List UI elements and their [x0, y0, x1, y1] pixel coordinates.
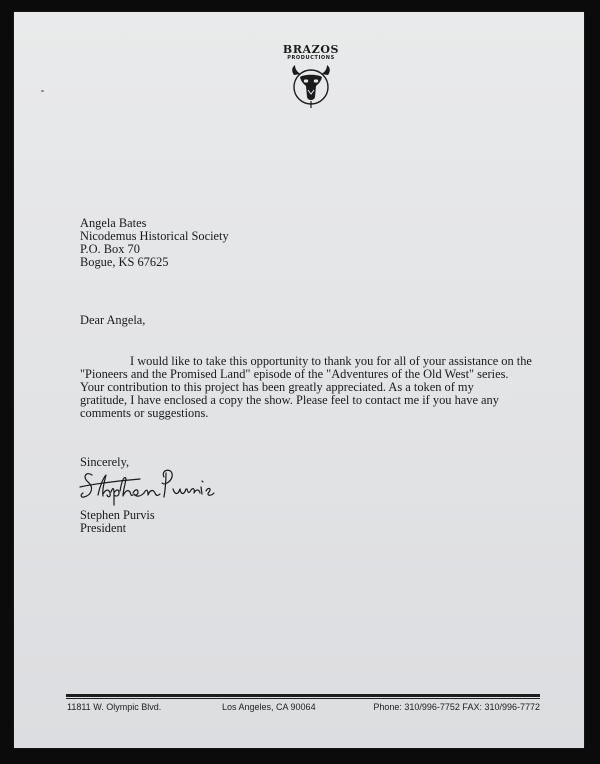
footer-rule [66, 694, 540, 697]
signer-title: President [80, 521, 127, 535]
signer-block [80, 509, 550, 535]
letterhead-name: BRAZOS [282, 43, 340, 56]
salutation: Dear Angela, [80, 313, 146, 327]
footer-address: 11811 W. Olympic Blvd. [67, 702, 162, 712]
footer-rule-thin [66, 698, 540, 699]
letterhead-subtitle: PRODUCTIONS [287, 55, 335, 61]
steer-skull-icon [290, 63, 332, 109]
recipient-city-state-zip: Bogue, KS 67625 [80, 255, 169, 269]
footer-contact: Phone: 310/996-7752 FAX: 310/996-7772 [373, 702, 540, 712]
recipient-organization: Nicodemus Historical Society [80, 229, 229, 243]
footer-info [66, 702, 540, 716]
letter-page [14, 12, 584, 748]
recipient-name: Angela Bates [80, 216, 147, 230]
body-line: gratitude, I have enclosed a copy the show. Please feel to contact me if you have any [80, 393, 499, 407]
body-line: I would like to take this opportunity to thank you for all of your assistance on the [130, 354, 532, 368]
closing: Sincerely, [80, 455, 130, 469]
letter-body [80, 355, 550, 420]
recipient-address [80, 217, 550, 269]
body-line: "Pioneers and the Promised Land" episode of the "Adventures of the Old West" series. [80, 367, 509, 381]
body-line: comments or suggestions. [80, 406, 209, 420]
recipient-po-box: P.O. Box 70 [80, 242, 140, 256]
paper-speck [41, 90, 44, 92]
footer-city: Los Angeles, CA 90064 [222, 702, 316, 712]
handwritten-signature [78, 465, 228, 511]
letterhead-logo [276, 44, 346, 109]
body-line: Your contribution to this project has been greatly appreciated. As a token of my [80, 380, 474, 394]
letterhead-footer [66, 694, 540, 716]
signer-name: Stephen Purvis [80, 508, 155, 522]
